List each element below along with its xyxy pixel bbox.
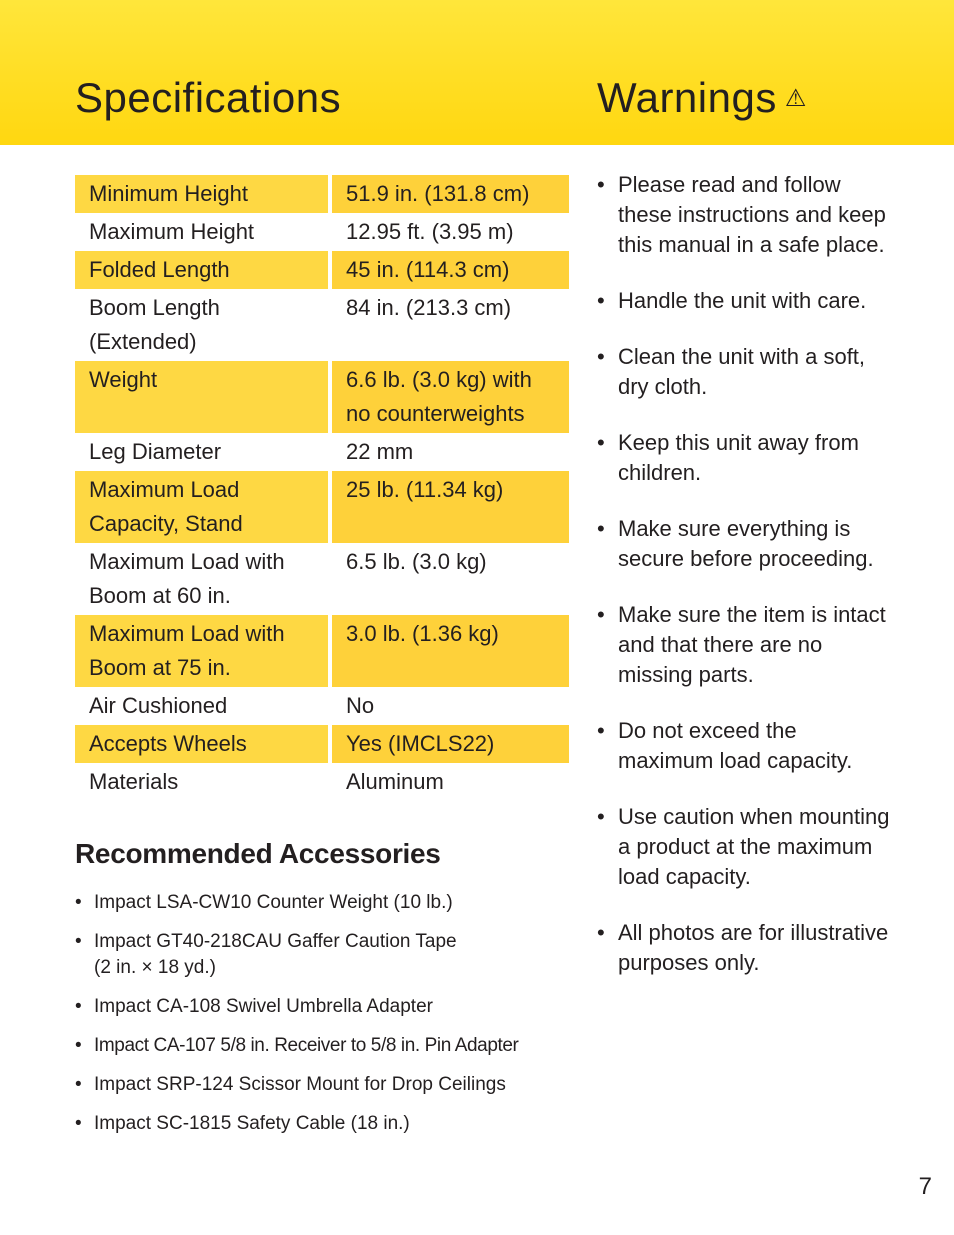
- warning-item: • Handle the unit with care.: [597, 286, 897, 316]
- accessory-item: [75, 1111, 545, 1137]
- spec-label: Boom Length (Extended): [89, 295, 220, 354]
- spec-row: [75, 433, 569, 471]
- warnings-title: [597, 74, 807, 122]
- spec-row: [75, 251, 569, 289]
- spec-row: [75, 615, 569, 687]
- spec-value: 22 mm: [346, 439, 414, 464]
- spec-row: [75, 175, 569, 213]
- spec-label: Maximum Height: [89, 219, 255, 244]
- header-band: [0, 0, 954, 145]
- warning-item: • Use caution when mounting a product at the maximum load capacity.: [597, 802, 897, 892]
- spec-value: 51.9 in. (131.8 cm): [332, 175, 569, 213]
- accessory-item: [75, 994, 545, 1020]
- spec-value: 6.5 lb. (3.0 kg): [346, 549, 487, 574]
- spec-label: Materials: [89, 769, 179, 794]
- spec-row: [75, 687, 569, 725]
- spec-label: Maximum Load Capacity, Stand: [75, 471, 328, 543]
- spec-value: Yes (IMCLS22): [332, 725, 569, 763]
- spec-value: Aluminum: [346, 769, 444, 794]
- accessory-text: Impact GT40-218CAU Gaffer Caution Tape: [94, 931, 457, 952]
- spec-label: Maximum Load with Boom at 75 in.: [75, 615, 328, 687]
- spec-row: [75, 471, 569, 543]
- spec-value: 6.6 lb. (3.0 kg) with no counterweights: [332, 361, 569, 433]
- warning-item: • Clean the unit with a soft, dry cloth.: [597, 342, 897, 402]
- spec-value: No: [346, 693, 375, 718]
- accessory-item: [75, 929, 545, 981]
- warnings-list: [597, 170, 897, 1004]
- accessory-text-continued: (2 in. × 18 yd.): [94, 957, 216, 978]
- accessory-text: Impact CA-108 Swivel Umbrella Adapter: [94, 996, 433, 1017]
- accessory-text: Impact SRP-124 Scissor Mount for Drop Ceilings: [94, 1074, 506, 1095]
- spec-row: [75, 289, 569, 361]
- specifications-table: [75, 175, 569, 801]
- accessory-item: [75, 1033, 545, 1059]
- spec-label: Leg Diameter: [89, 439, 222, 464]
- warning-item: • Make sure everything is secure before proceeding.: [597, 514, 897, 574]
- warning-item: • Do not exceed the maximum load capacity.: [597, 716, 897, 776]
- accessory-item: [75, 890, 545, 916]
- spec-label: Air Cushioned: [89, 693, 228, 718]
- warning-item: • Please read and follow these instructions and keep this manual in a safe place.: [597, 170, 897, 260]
- spec-row: [75, 725, 569, 763]
- warning-item: • All photos are for illustrative purposes only.: [597, 918, 897, 978]
- spec-value: 3.0 lb. (1.36 kg): [332, 615, 569, 687]
- spec-value: 84 in. (213.3 cm): [346, 295, 512, 320]
- spec-label: Maximum Load with Boom at 60 in.: [89, 549, 285, 608]
- spec-value: 45 in. (114.3 cm): [332, 251, 569, 289]
- spec-row: [75, 213, 569, 251]
- accessory-text: Impact CA-107 5/8 in. Receiver to 5/8 in. Pin Adapter: [94, 1035, 519, 1056]
- spec-label: Minimum Height: [75, 175, 328, 213]
- spec-row: [75, 763, 569, 801]
- spec-value: 25 lb. (11.34 kg): [332, 471, 569, 543]
- accessories-title: Recommended Accessories: [75, 838, 441, 869]
- warning-triangle-icon: ⚠: [784, 84, 807, 112]
- page-number: 7: [918, 1173, 932, 1200]
- warning-item: • Make sure the item is intact and that there are no missing parts.: [597, 600, 897, 690]
- specifications-title: Specifications: [75, 74, 342, 121]
- accessory-item: [75, 1072, 545, 1098]
- spec-label: Weight: [75, 361, 328, 433]
- spec-row: [75, 543, 569, 615]
- spec-value: 12.95 ft. (3.95 m): [346, 219, 514, 244]
- spec-label: Folded Length: [75, 251, 328, 289]
- accessory-text: Impact LSA-CW10 Counter Weight (10 lb.): [94, 892, 453, 913]
- warning-item: • Keep this unit away from children.: [597, 428, 897, 488]
- accessories-list: [75, 890, 545, 1150]
- spec-row: [75, 361, 569, 433]
- warnings-title-text: Warnings: [597, 74, 777, 121]
- accessory-text: Impact SC-1815 Safety Cable (18 in.): [94, 1113, 410, 1134]
- spec-label: Accepts Wheels: [75, 725, 328, 763]
